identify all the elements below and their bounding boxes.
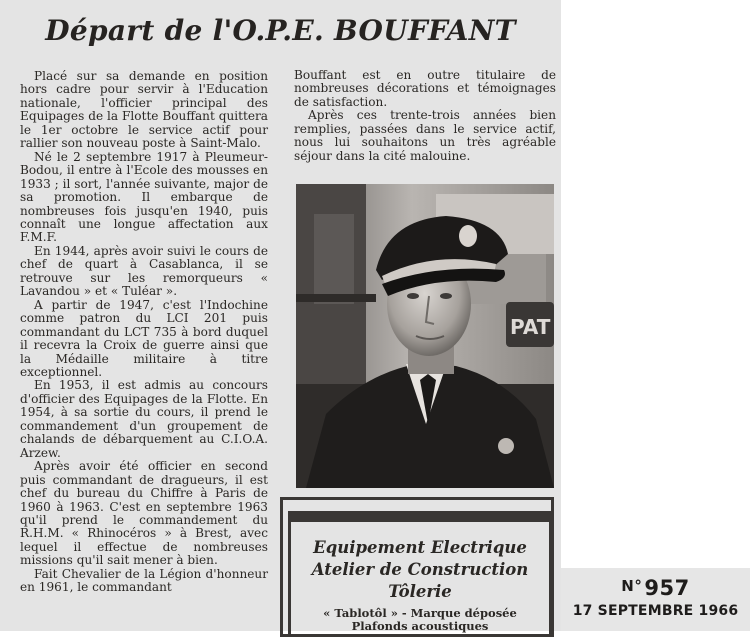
- issue-number-value: 957: [644, 576, 690, 600]
- issue-number-prefix: N°: [621, 577, 643, 595]
- paragraph: Né le 2 septembre 1917 à Pleumeur-Bodou, il entre à l'Ecole des mousses en 1933 ; il sort, l'année suivante, major de sa promotion. Il embarque de nombreuses fois jusqu'en 1940, puis connaît une longue affectation aux F.M.F.: [20, 149, 268, 245]
- paragraph: Fait Chevalier de la Légion d'honneur en 1961, le commandant: [20, 566, 268, 595]
- issue-number: [561, 576, 750, 600]
- article-column-right: [294, 69, 556, 163]
- issue-date: 17 SEPTEMBRE 1966: [572, 603, 739, 619]
- paragraph: En 1953, il est admis au concours d'officier des Equipages de la Flotte. En 1954, à sa sortie du cours, il prend le commandement d'un groupement de chalands de débarquement au C.I.O.A. Arzew.: [20, 378, 268, 460]
- paragraph: Après ces trente-trois années bien remplies, passées dans le service actif, nous lui souhaitons un très agréable séjour dans la cité malouine.: [294, 108, 556, 163]
- advert-line: Equipement Electrique: [313, 538, 527, 557]
- paragraph: Placé sur sa demande en position hors cadre pour servir à l'Education nationale, l'officier principal des Equipages de la Flotte Bouffant quittera le 1er octobre le service actif pour rallier son nouveau poste à Saint-Malo.: [20, 69, 268, 151]
- ship-sign-text: PAT: [510, 315, 551, 339]
- advert-line: Atelier de Construction: [311, 560, 529, 579]
- officer-portrait-photo: [296, 184, 554, 488]
- article-column-left: [20, 70, 268, 595]
- paragraph: En 1944, après avoir suivi le cours de chef de quart à Casablanca, il se retrouve sur les remorqueurs « Lavandou » et « Tuléar ».: [20, 243, 268, 299]
- paragraph: A partir de 1947, c'est l'Indochine comme patron du LCI 201 puis commandant du LCT 735 à bord duquel il recevra la Croix de guerre ainsi que la Médaille militaire à titre exceptionnel.: [20, 297, 268, 379]
- paragraph: Bouffant est en outre titulaire de nombreuses décorations et témoignages de satisfaction.: [294, 68, 556, 109]
- advert-product: Plafonds acoustiques: [351, 619, 489, 633]
- advert-trademark: « Tablotôl » - Marque déposée: [323, 606, 517, 620]
- article-title: Départ de l'O.P.E. BOUFFANT: [45, 14, 516, 47]
- paragraph: Après avoir été officier en second puis commandant de dragueurs, il est chef du bureau du Chiffre à Paris de 1960 à 1963. C'est en septembre 1963 qu'il prend le commandement du R.H.M. « Rhinocéros » à Brest, avec lequel il effectue de nombreuses missions qu'il sait mener à bien.: [20, 459, 268, 568]
- advert-line: Tôlerie: [388, 582, 452, 601]
- issue-label: [561, 568, 750, 631]
- advert-box: [288, 511, 553, 636]
- portrait-illustration: [296, 184, 554, 488]
